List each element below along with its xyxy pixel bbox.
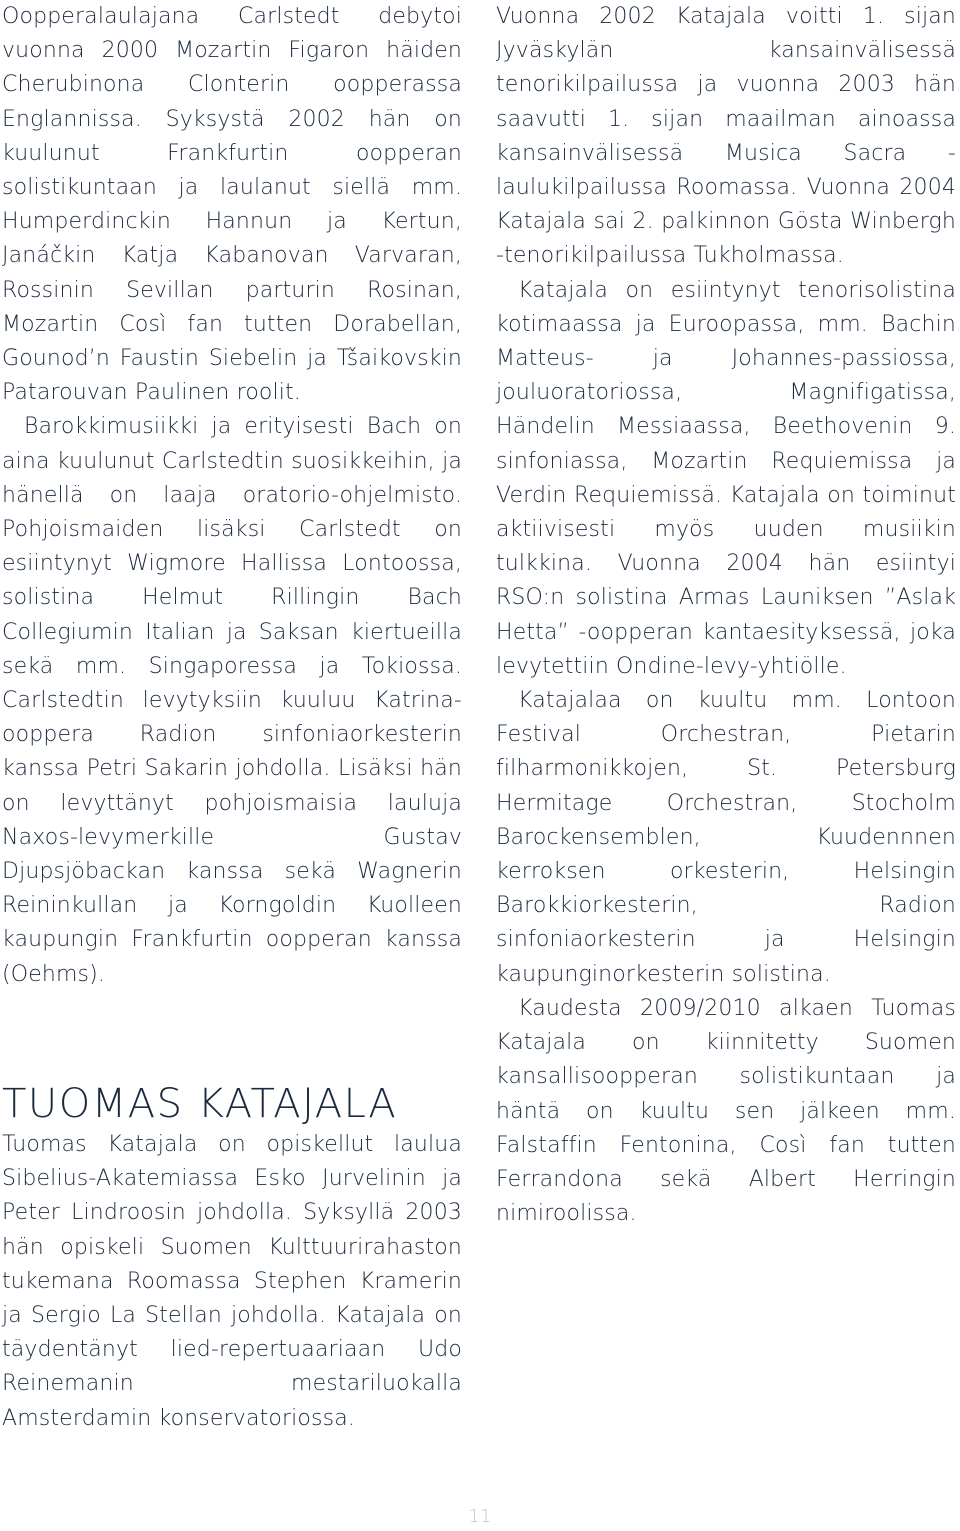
katajala-paragraph-4: Katajalaa on kuultu mm. Lontoon Festival Orchestran, Pietarin filharmonikkojen, St. Petersburg Hermitage Orchestran, Stocholm Barockensemblen, Kuudennnen kerroksen orkesterin, Helsingin Barokkiorkesterin, Radion sinfoniaorkesterin ja Helsingin kaupunginorkesterin solistina. <box>496 688 956 987</box>
section-heading-katajala: TUOMAS KATAJALA <box>2 1081 398 1127</box>
katajala-paragraph-1: Tuomas Katajala on opiskellut laulua Sibelius-Akatemiassa Esko Jurvelinin ja Peter Lindroosin johdolla. Syksyllä 2003 hän opiskeli Suomen Kulttuurirahaston tukemana Roomassa Stephen Kramerin ja Sergio La Stellan johdolla. Katajala on täydentänyt lied-repertuaariaan Udo Reinemanin mestariluokalla Amsterdamin konservatoriossa. <box>2 1132 462 1431</box>
katajala-paragraph-5: Kaudesta 2009/2010 alkaen Tuomas Katajala on kiinnitetty Suomen kansallisoopperan solistikuntaan ja häntä on kuultu sen jälkeen mm. Falstaffin Fentonina, Così fan tutten Ferrandona sekä Albert Herringin nimiroolissa. <box>496 995 956 1227</box>
katajala-intro <box>2 1128 462 1436</box>
carlstedt-paragraph-2: Barokkimusiikki ja erityisesti Bach on aina kuulunut Carlstedtin suosikkeihin, ja hänellä on laaja oratorio-ohjelmisto. Pohjoismaiden lisäksi Carlstedt on esiintynyt Wigmore Hallissa Lontoossa, solistina Helmut Rillingin Bach Collegiumin Italian ja Saksan kiertueilla sekä mm. Singaporessa ja Tokiossa. Carlstedtin levytyksiin kuuluu Katrina-ooppera Radion sinfoniaorkesterin kanssa Petri Sakarin johdolla. Lisäksi hän on levyttänyt pohjoismaisia lauluja Naxos-levymerkille Gustav Djupsjöbackan kanssa sekä Wagnerin Reininkullan ja Korngoldin Kuolleen kaupungin Frankfurtin oopperan kanssa (Oehms). <box>2 414 462 987</box>
katajala-paragraph-2: Vuonna 2002 Katajala voitti 1. sijan Jyväskylän kansainvälisessä tenorikilpailussa ja vuonna 2003 hän saavutti 1. sijan maailman ainoassa kansainvälisessä Musica Sacra -laulukilpailussa Roomassa. Vuonna 2004 Katajala sai 2. palkinnon Gösta Winbergh -tenorikilpailussa Tukholmassa. <box>496 4 956 269</box>
right-column <box>496 0 956 1231</box>
page-number: 11 <box>468 1506 492 1527</box>
katajala-paragraph-3: Katajala on esiintynyt tenorisolistina kotimaassa ja Euroopassa, mm. Bachin Matteus- ja Johannes-passiossa, jouluoratoriossa, Magnifigatissa, Händelin Messiaassa, Beethovenin 9. sinfoniassa, Mozartin Requiemissa ja Verdin Requiemissä. Katajala on toiminut aktiivisesti myös uuden musiikin tulkkina. Vuonna 2004 hän esiintyi RSO:n solistina Armas Launiksen ”Aslak Hetta” -oopperan kantaesityksessä, joka levytettiin Ondine-levy-yhtiölle. <box>496 277 956 679</box>
left-column <box>2 0 462 992</box>
carlstedt-paragraph-1: Oopperalaulajana Carlstedt debytoi vuonna 2000 Mozartin Figaron häiden Cherubinona Clonterin oopperassa Englannissa. Syksystä 2002 hän on kuulunut Frankfurtin oopperan solistikuntaan ja laulanut siellä mm. Humperdinckin Hannun ja Kertun, Janáčkin Katja Kabanovan Varvaran, Rossinin Sevillan parturin Rosinan, Mozartin Così fan tutten Dorabellan, Gounod’n Faustin Siebelin ja Tšaikovskin Patarouvan Paulinen roolit. <box>2 4 462 406</box>
